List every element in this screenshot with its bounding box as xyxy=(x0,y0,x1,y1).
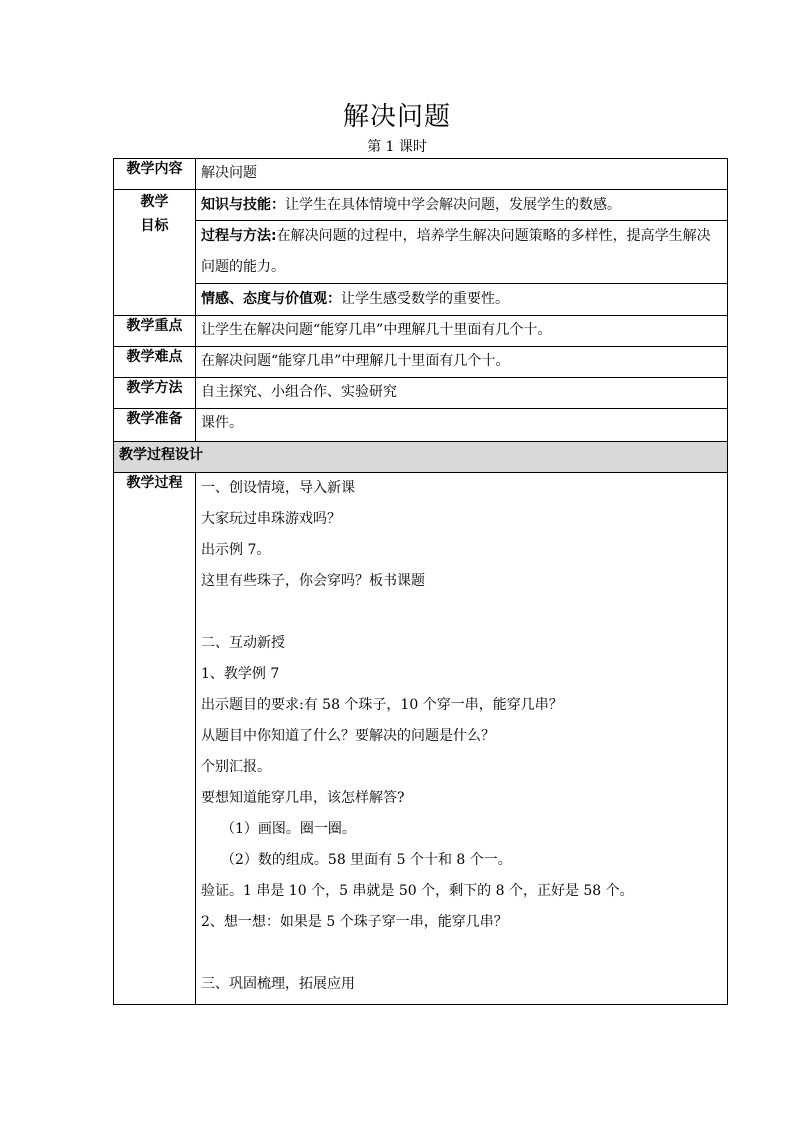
method-label: 教学方法 xyxy=(114,378,196,409)
goals-label-text: 教学 目标 xyxy=(140,194,169,234)
goal-knowledge-text: 让学生在具体情境中学会解决问题，发展学生的数感。 xyxy=(285,197,621,213)
content-label: 教学内容 xyxy=(114,159,196,190)
key-point-value xyxy=(196,316,728,347)
preparation-value xyxy=(196,409,728,442)
process-label: 教学过程 xyxy=(114,473,196,1005)
lesson-period: 第 1 课时 xyxy=(367,139,427,155)
process-line: （1）画图。圈一圈。 xyxy=(221,821,356,837)
design-header-row xyxy=(114,442,728,473)
goals-row xyxy=(114,190,728,316)
process-line: 个别汇报。 xyxy=(201,759,271,775)
process-line: 出示题目的要求:有 58 个珠子，10 个穿一串，能穿几串？ xyxy=(201,697,563,713)
content-text: 解决问题 xyxy=(201,165,257,181)
process-line: 三、巩固梳理，拓展应用 xyxy=(201,976,355,992)
process-line: 验证。1 串是 10 个，5 串就是 50 个，剩下的 8 个，正好是 58 个。 xyxy=(201,883,634,899)
goals-label xyxy=(114,190,196,316)
process-line xyxy=(201,597,722,628)
key-point-label: 教学重点 xyxy=(114,316,196,347)
difficulty-label: 教学难点 xyxy=(114,347,196,378)
preparation-row xyxy=(114,409,728,442)
process-line: 二、互动新授 xyxy=(201,635,285,651)
document-title: 解决问题 xyxy=(342,102,451,132)
lesson-plan-table xyxy=(113,158,728,1005)
goal-process-lead: 过程与方法: xyxy=(201,228,277,244)
method-value xyxy=(196,378,728,409)
preparation-text: 课件。 xyxy=(201,415,243,431)
difficulty-value xyxy=(196,347,728,378)
method-text: 自主探究、小组合作、实验研究 xyxy=(201,384,397,400)
process-line: 一、创设情境，导入新课 xyxy=(201,480,355,496)
process-line: 从题目中你知道了什么？要解决的问题是什么？ xyxy=(201,728,495,744)
design-header: 教学过程设计 xyxy=(114,442,728,473)
preparation-label: 教学准备 xyxy=(114,409,196,442)
process-line xyxy=(201,938,722,969)
process-line: 1、教学例 7 xyxy=(201,666,280,682)
process-content xyxy=(196,473,728,1005)
goal-process xyxy=(196,221,727,284)
process-line: 要想知道能穿几串，该怎样解答? xyxy=(201,790,405,806)
goal-knowledge xyxy=(196,190,727,221)
key-point-text: 让学生在解决问题“能穿几串”中理解几十里面有几个十。 xyxy=(201,322,552,338)
process-line: 这里有些珠子，你会穿吗？板书课题 xyxy=(201,573,425,589)
difficulty-text: 在解决问题“能穿几串”中理解几十里面有几个十。 xyxy=(201,353,510,369)
difficulty-row xyxy=(114,347,728,378)
goal-emotion-text: 让学生感受数学的重要性。 xyxy=(341,291,509,307)
key-point-row xyxy=(114,316,728,347)
content-value xyxy=(196,159,728,190)
process-line: （2）数的组成。58 里面有 5 个十和 8 个一。 xyxy=(221,852,512,868)
process-line: 出示例 7。 xyxy=(201,542,271,558)
goal-emotion xyxy=(196,284,727,315)
goals-cell xyxy=(196,190,728,316)
goal-knowledge-lead: 知识与技能： xyxy=(201,197,285,213)
goal-process-text: 在解决问题的过程中，培养学生解决问题策略的多样性，提高学生解决问题的能力。 xyxy=(201,228,711,275)
method-row xyxy=(114,378,728,409)
process-line: 2、想一想：如果是 5 个珠子穿一串，能穿几串？ xyxy=(201,914,508,930)
process-row xyxy=(114,473,728,1005)
goal-emotion-lead: 情感、态度与价值观： xyxy=(201,291,341,307)
process-line: 大家玩过串珠游戏吗？ xyxy=(201,511,341,527)
content-row xyxy=(114,159,728,190)
